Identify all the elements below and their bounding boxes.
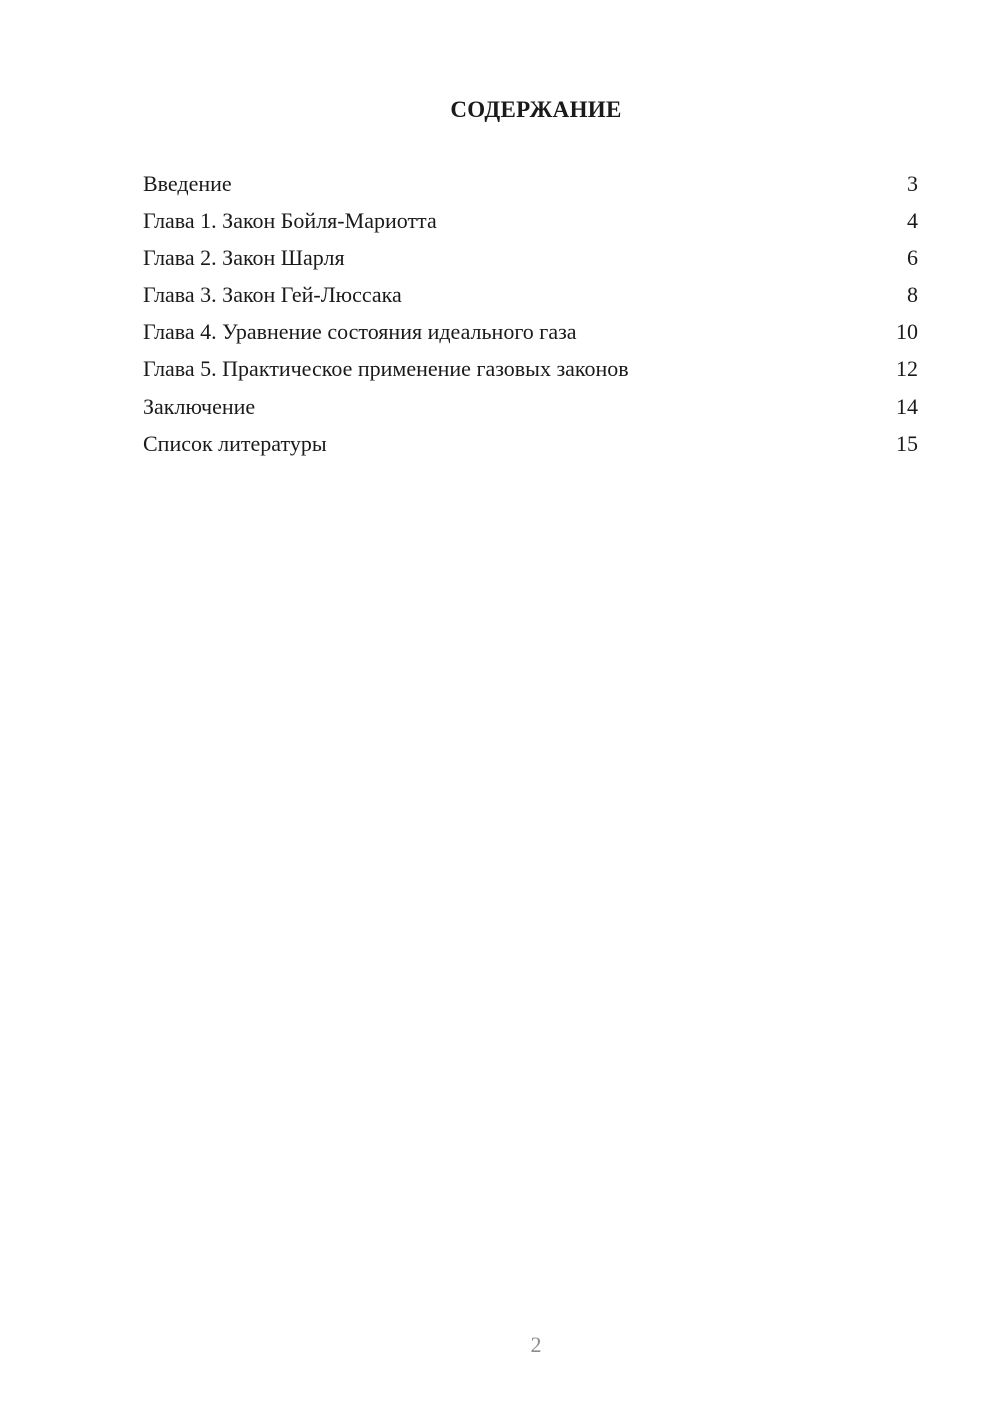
toc-entry-chapter-4 — [143, 316, 920, 353]
page-title: СОДЕРЖАНИЕ — [450, 97, 622, 122]
toc-entry-label: Глава 2. Закон Шарля — [143, 245, 345, 271]
toc-entry-page: 12 — [896, 356, 918, 382]
toc-entry-label: Глава 1. Закон Бойля-Мариотта — [143, 208, 437, 234]
toc-entry-label: Список литературы — [143, 430, 327, 456]
toc-entry-introduction — [143, 168, 920, 205]
toc-entry-label: Заключение — [143, 393, 256, 419]
toc-entry-page: 4 — [907, 208, 918, 234]
toc-entry-page: 14 — [896, 393, 918, 419]
table-of-contents — [143, 168, 920, 465]
toc-entry-conclusion — [143, 391, 920, 428]
toc-entry-page: 6 — [907, 245, 918, 271]
toc-entry-label: Введение — [143, 171, 232, 196]
toc-entry-label: Глава 4. Уравнение состояния идеального газа — [143, 319, 577, 345]
toc-entry-chapter-2 — [143, 242, 920, 279]
toc-entry-chapter-5 — [143, 353, 920, 390]
toc-entry-page: 8 — [907, 282, 918, 308]
toc-entry-bibliography — [143, 428, 920, 465]
toc-entry-chapter-3 — [143, 279, 920, 316]
toc-entry-page: 15 — [896, 430, 918, 456]
toc-entry-page: 3 — [907, 171, 918, 196]
page-number: 2 — [530, 1332, 542, 1357]
toc-entry-chapter-1 — [143, 205, 920, 242]
toc-entry-label: Глава 3. Закон Гей-Люссака — [143, 282, 402, 308]
toc-entry-page: 10 — [896, 319, 918, 345]
toc-entry-label: Глава 5. Практическое применение газовых законов — [143, 356, 629, 382]
